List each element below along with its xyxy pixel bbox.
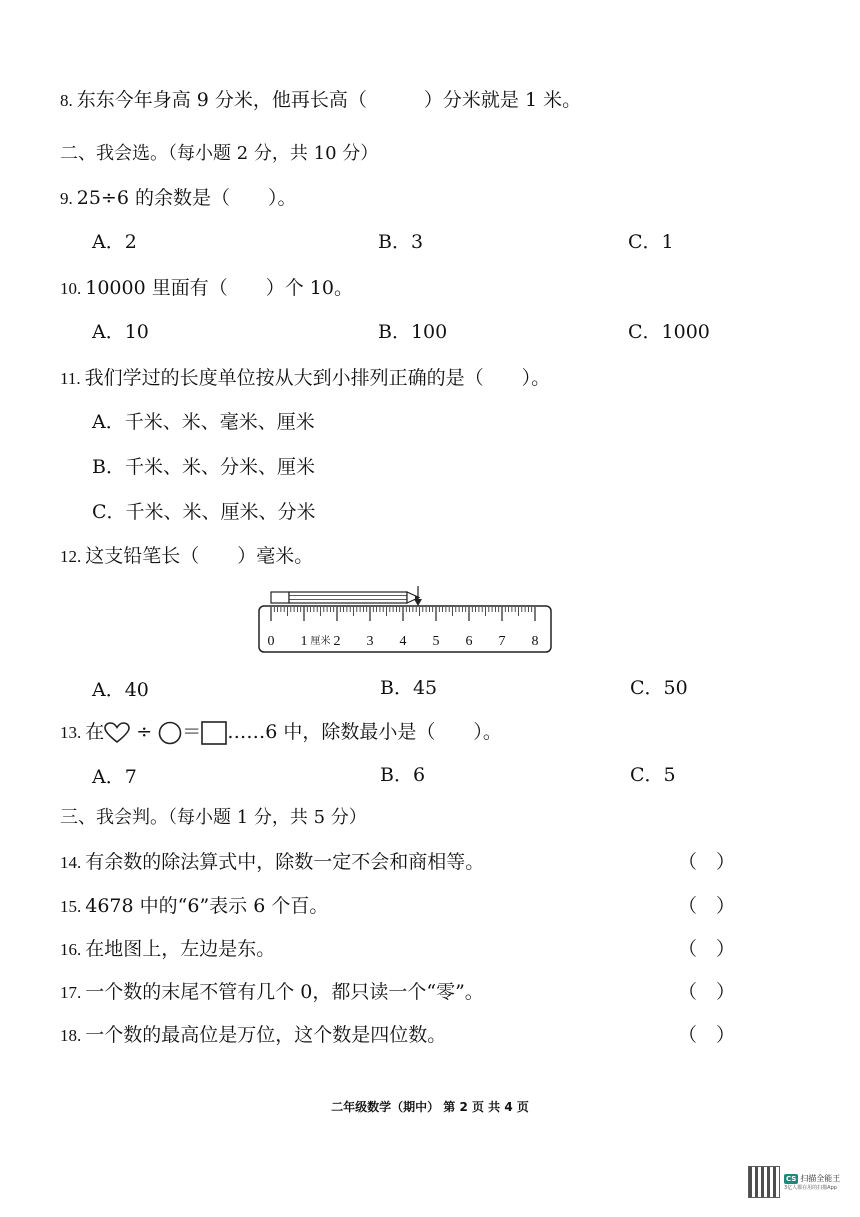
- question-text: 这支铅笔长（ ）毫米。: [85, 545, 314, 567]
- question-text: 我们学过的长度单位按从大到小排列正确的是（ ）。: [84, 367, 551, 389]
- question-number: 12.: [60, 547, 82, 566]
- question-8: [60, 88, 581, 113]
- option-b: B．6: [380, 764, 426, 786]
- qr-code-icon: [748, 1166, 780, 1198]
- option-c: C．1: [628, 231, 674, 253]
- question-text-before: 在: [85, 721, 105, 743]
- ruler-label: 8: [531, 634, 539, 649]
- option-b: B．100: [378, 321, 448, 343]
- watermark-subtitle: 3亿人都在用的扫描App: [784, 1185, 837, 1191]
- question-number: 8.: [60, 91, 73, 110]
- ruler-label: 0: [267, 634, 275, 649]
- option-c: C．50: [630, 677, 688, 699]
- square-icon: [201, 721, 227, 745]
- option-a: A．千米、米、毫米、厘米: [92, 411, 315, 433]
- watermark-badge: CS: [786, 1174, 797, 1183]
- ruler-pencil-figure: [258, 584, 558, 660]
- option-a: A．10: [92, 321, 149, 343]
- ruler-label: 5: [432, 634, 440, 649]
- circle-icon: [158, 721, 182, 745]
- ruler-label: 6: [465, 634, 473, 649]
- option-a: A．7: [92, 766, 137, 788]
- judge-question-16: [60, 937, 275, 962]
- heart-icon: [104, 722, 130, 744]
- question-number: 15.: [60, 897, 82, 916]
- watermark-brand-name: 扫描全能王: [800, 1174, 841, 1183]
- answer-paren: （ ）: [678, 895, 736, 917]
- divide-sign: ÷: [130, 721, 159, 743]
- judge-question-17: [60, 980, 484, 1005]
- option-b: B．3: [378, 231, 424, 253]
- answer-paren: （ ）: [678, 981, 736, 1003]
- question-10: [60, 276, 353, 301]
- option-c: C．5: [630, 764, 676, 786]
- question-number: 10.: [60, 279, 82, 298]
- section-heading-3: 三、我会判。（每小题 1 分，共 5 分）: [60, 807, 367, 828]
- question-text: 有余数的除法算式中，除数一定不会和商相等。: [85, 851, 485, 873]
- question-number: 14.: [60, 853, 82, 872]
- question-text: 东东今年身高 9 分米，他再长高（ ）分米就是 1 米。: [76, 89, 582, 111]
- ruler-label: 4: [399, 634, 407, 649]
- question-number: 17.: [60, 983, 82, 1002]
- option-c: C．千米、米、厘米、分米: [92, 501, 316, 523]
- option-a: A．2: [92, 231, 137, 253]
- question-text: 在地图上，左边是东。: [85, 938, 276, 960]
- section-heading-2: 二、我会选。（每小题 2 分，共 10 分）: [60, 143, 379, 164]
- ruler-label: 1: [300, 634, 308, 649]
- answer-paren: （ ）: [678, 851, 736, 873]
- equals-sign: ＝: [182, 721, 202, 743]
- question-number: 13.: [60, 723, 82, 742]
- option-c: C．1000: [628, 321, 710, 343]
- question-text-after: ……6 中，除数最小是（ ）。: [227, 721, 502, 743]
- question-text: 一个数的末尾不管有几个 0，都只读一个“零”。: [85, 981, 484, 1003]
- question-9: [60, 186, 296, 211]
- answer-paren: （ ）: [678, 938, 736, 960]
- ruler-unit-label: 厘米: [310, 636, 331, 647]
- question-text: 10000 里面有（ ）个 10。: [85, 277, 353, 299]
- watermark-brand: [784, 1173, 840, 1184]
- question-number: 18.: [60, 1026, 82, 1045]
- page-footer: 二年级数学（期中） 第 2 页 共 4 页: [331, 1100, 529, 1114]
- option-b: B．45: [380, 677, 438, 699]
- option-b: B．千米、米、分米、厘米: [92, 456, 315, 478]
- question-text: 25÷6 的余数是（ ）。: [76, 187, 297, 209]
- ruler-label: 3: [366, 634, 374, 649]
- pencil-icon: [271, 592, 419, 603]
- question-number: 9.: [60, 189, 73, 208]
- question-text: 一个数的最高位是万位，这个数是四位数。: [85, 1024, 447, 1046]
- judge-question-15: [60, 894, 328, 919]
- option-a: A．40: [92, 679, 149, 701]
- ruler-label: 7: [498, 634, 506, 649]
- judge-question-18: [60, 1023, 446, 1048]
- question-text: 4678 中的“6”表示 6 个百。: [85, 895, 329, 917]
- question-number: 16.: [60, 940, 82, 959]
- ruler-label: 2: [333, 634, 341, 649]
- answer-paren: （ ）: [678, 1024, 736, 1046]
- scanner-watermark: [748, 1163, 844, 1201]
- watermark-text: [784, 1173, 840, 1191]
- question-11: [60, 366, 550, 391]
- judge-question-14: [60, 850, 484, 875]
- question-12: [60, 544, 313, 569]
- question-13: [60, 720, 502, 745]
- question-number: 11.: [60, 369, 81, 388]
